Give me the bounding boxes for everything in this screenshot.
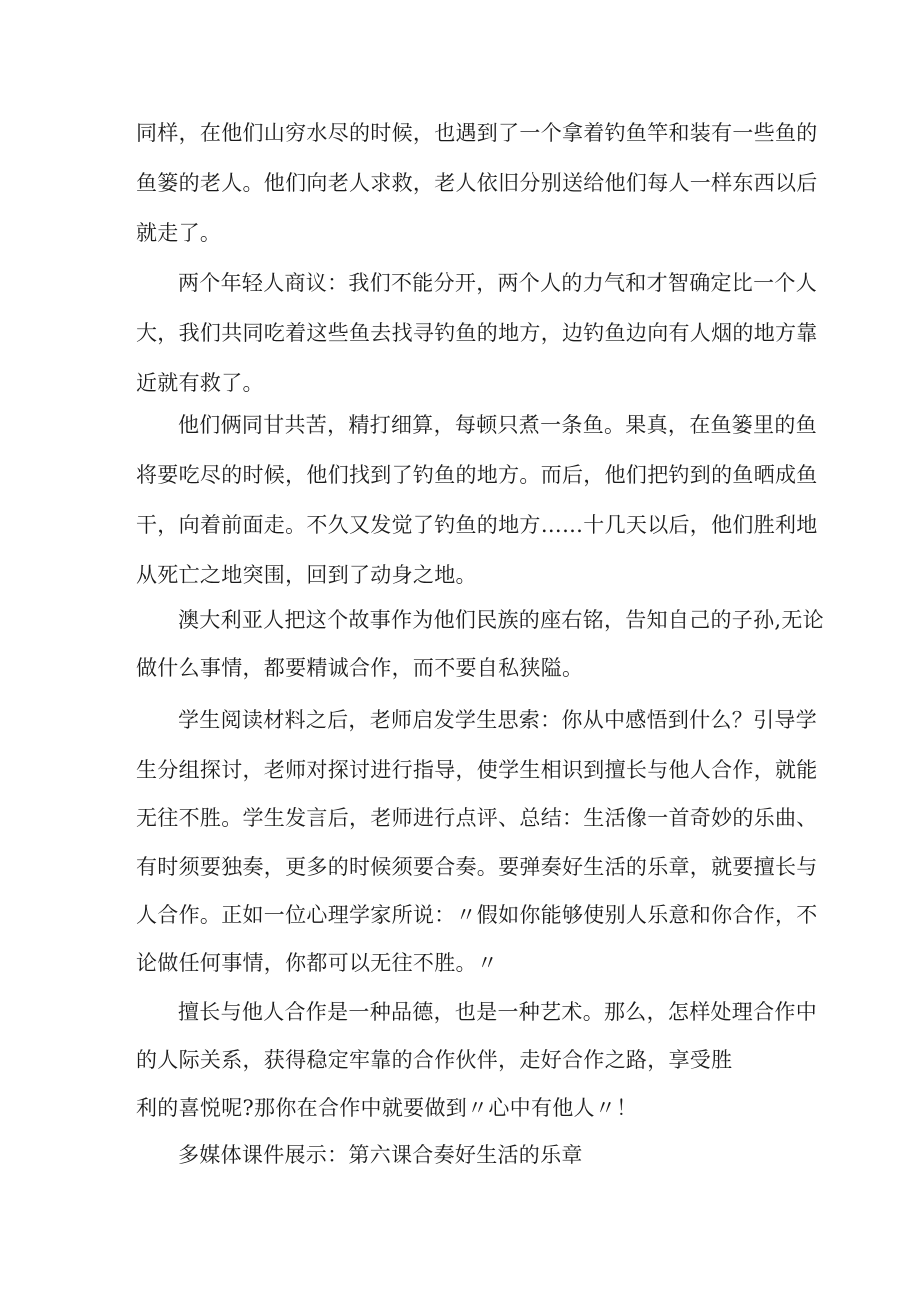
- paragraph-first-line: 学生阅读材料之后，老师启发学生思索：你从中感悟到什么？引导学: [178, 708, 817, 732]
- text-line: 同样，在他们山穷水尽的时候，也遇到了一个拿着钓鱼竿和装有一些鱼的: [136, 121, 818, 145]
- text-line: 鱼篓的老人。他们向老人求救，老人依旧分别送给他们每人一样东西以后: [136, 171, 818, 195]
- text-line: 大，我们共同吃着这些鱼去找寻钓鱼的地方，边钓鱼边向有人烟的地方靠: [136, 321, 818, 345]
- text-line: 的人际关系，获得稳定牢靠的合作伙伴，走好合作之路，享受胜: [136, 1048, 733, 1072]
- slide-heading-line: 多媒体课件展示：第六课合奏好生活的乐章: [178, 1143, 583, 1167]
- text-line: 干，向着前面走。不久又发觉了钓鱼的地方……十几天以后，他们胜利地: [136, 513, 818, 537]
- paragraph-first-line: 澳大利亚人把这个故事作为他们民族的座右铭，告知自己的子孙,无论: [178, 608, 824, 632]
- text-line: 有时须要独奏，更多的时候须要合奏。要弹奏好生活的乐章，就要擅长与: [136, 855, 818, 879]
- text-line: 利的喜悦呢?那你在合作中就要做到〃心中有他人〃！: [136, 1096, 638, 1120]
- text-line: 生分组探讨，老师对探讨进行指导，使学生相识到擅长与他人合作，就能: [136, 758, 818, 782]
- text-line: 从死亡之地突围，回到了动身之地。: [136, 563, 477, 587]
- paragraph-first-line: 两个年轻人商议：我们不能分开，两个人的力气和才智确定比一个人: [178, 271, 817, 295]
- text-line: 论做任何事情，你都可以无往不胜。〃: [136, 951, 499, 975]
- text-line: 就走了。: [136, 221, 222, 245]
- text-line: 做什么事情，都要精诚合作，而不要自私狭隘。: [136, 656, 584, 680]
- text-line: 将要吃尽的时候，他们找到了钓鱼的地方。而后，他们把钓到的鱼晒成鱼: [136, 463, 818, 487]
- text-line: 近就有救了。: [136, 371, 264, 395]
- text-line: 无往不胜。学生发言后，老师进行点评、总结：生活像一首奇妙的乐曲、: [136, 806, 818, 830]
- paragraph-first-line: 擅长与他人合作是一种品德，也是一种艺术。那么，怎样处理合作中: [178, 1000, 817, 1024]
- paragraph-first-line: 他们俩同甘共苦，精打细算，每顿只煮一条鱼。果真，在鱼篓里的鱼: [178, 413, 817, 437]
- text-line: 人合作。正如一位心理学家所说：〃假如你能够使别人乐意和你合作，不: [136, 903, 818, 927]
